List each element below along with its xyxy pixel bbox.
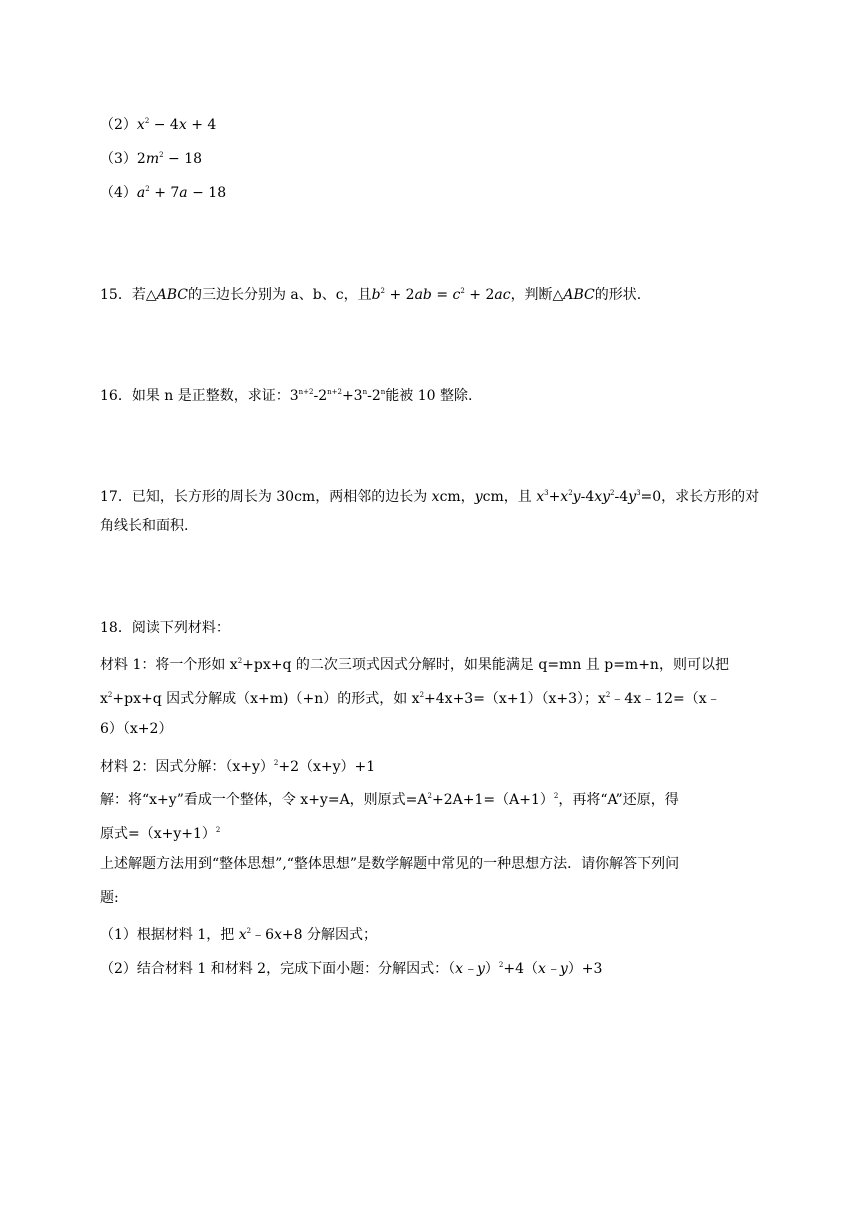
q18-solution-line-1: 解：将“x+y”看成一个整体，令 x+y=A，则原式$=A^2+2A+1=(A+1)^2$，再将“A”还原，得 (100, 792, 679, 808)
q18-prompt-line-2: 题: (100, 890, 119, 906)
q14-item-4: $(4)a^2 + 7a - 18$ (100, 185, 227, 201)
q18-material1-line-2: $x^2+px+q$ 因式分解成（x+m)（+n）的形式，如 $x^2+4x+3=(x+1)(x+3)$；$x^2﹣4x﹣12=(x﹣$ (100, 691, 721, 707)
q18-material1-line-1: 材料 1：将一个形如 $x^2+px+q$ 的二次三项式因式分解时，如果能满足 q=mn 且 p=m+n，则可以把 (100, 657, 729, 673)
q17-line-2: 角线长和面积. (100, 518, 189, 534)
q14-item-2: $(2)x^2 - 4x + 4$ (100, 117, 217, 133)
q17-line-1: 17．已知，长方形的周长为 30cm，两相邻的边长为 xcm，ycm，且 $x^3+x^2y-4xy^2-4y^3=0$，求长方形的对 (100, 489, 760, 505)
q18-title: 18．阅读下列材料： (100, 620, 230, 636)
q15-text: 15．若△ABC的三边长分别为 a、b、c，且$b^2 + 2ab = c^2 + 2ac$，判断△ABC的形状. (100, 287, 642, 303)
q18-subquestion-2: （2）结合材料 1 和材料 2，完成下面小题：分解因式：（x﹣y）$^2$+4（x﹣y）+3 (100, 961, 603, 977)
q18-subquestion-1: （1）根据材料 1，把 $x^2﹣6x+8$ 分解因式； (100, 927, 378, 943)
q18-prompt-line-1: 上述解题方法用到“整体思想”,“整体思想”是数学解题中常见的一种思想方法．请你解答下列问 (100, 856, 680, 872)
q18-solution-line-2: 原式$=(x+y+1)^2$ (100, 826, 221, 842)
q16-text: 16．如果 n 是正整数，求证：$3^{n+2}-2^{n+2}+3^n-2^n$能被 10 整除. (100, 388, 473, 404)
q18-material1-line-3: 6）（x+2） (100, 721, 173, 737)
q14-item-3: $(3)2m^2 - 18$ (100, 151, 203, 167)
q18-material2: 材料 2：因式分解：$(x+y)^2+2(x+y)+1$ (100, 759, 376, 775)
